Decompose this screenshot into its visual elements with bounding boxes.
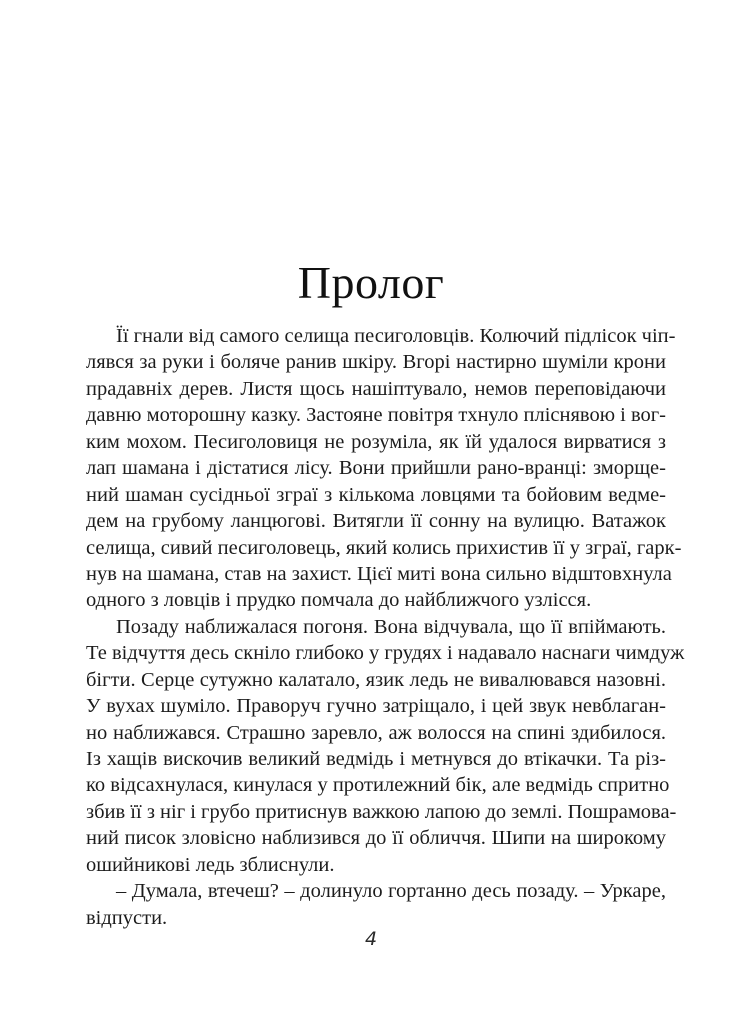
paragraph-2-line-9: ний писок зловісно наблизився до її обличчя. Шипи на широкому — [86, 827, 666, 850]
paragraph-2-line-5: но наближався. Страшно заревло, аж волосся на спині здибилося. — [86, 721, 666, 744]
page-number: 4 — [364, 928, 378, 950]
paragraph-2-line-1: Позаду наближалася погоня. Вона відчувала, що її впіймають. — [116, 615, 666, 638]
paragraph-1-line-2: лявся за руки і боляче ранив шкіру. Вгорі настирно шуміли крони — [86, 351, 666, 374]
paragraph-2-line-4: У вухах шуміло. Праворуч гучно затріщало, і цей звук невблаган- — [86, 695, 666, 718]
paragraph-1-line-6: лап шамана і дістатися лісу. Вони прийшли рано-вранці: зморще- — [86, 457, 666, 480]
paragraph-1-line-10: нув на шамана, став на захист. Цієї миті вона сильно відштовхнула — [86, 562, 672, 585]
paragraph-2-line-8: збив її з ніг і грубо притиснув важкою лапою до землі. Пошрамова- — [86, 800, 677, 823]
paragraph-2-line-6: Із хащів вискочив великий ведмідь і метнувся до втікачки. Та різ- — [86, 748, 666, 770]
paragraph-1-line-8: дем на грубому ланцюгові. Витягли її сонну на вулицю. Ватажок — [86, 510, 666, 533]
paragraph-1-line-1: Її гнали від самого селища песиголовців. Колючий підлісок чіп- — [116, 325, 676, 347]
paragraph-1-line-7: ний шаман сусідньої зграї з кількома ловцями та бойовим ведме- — [86, 483, 666, 506]
paragraph-2-line-2: Те відчуття десь скніло глибоко у грудях і надавало наснаги чимдуж — [86, 642, 685, 665]
paragraph-1-line-4: давню моторошну казку. Застояне повітря тхнуло пліснявою і вог- — [86, 404, 666, 427]
paragraph-1-line-3: прадавніх дерев. Листя щось нашіптувало, немов переповідаючи — [86, 377, 666, 400]
paragraph-2-line-7: ко відсахнулася, кинулася у протилежний бік, але ведмідь спритно — [86, 774, 670, 797]
paragraph-1-line-9: селища, сивий песиголовець, який колись прихистив її у зграї, гарк- — [86, 536, 682, 559]
paragraph-3-line-1: – Думала, втечеш? – долинуло гортанно десь позаду. – Уркаре, — [116, 880, 666, 903]
paragraph-2-line-3: бігти. Серце сутужно калатало, язик ледь не вивалювався назовні. — [86, 668, 666, 691]
paragraph-1-line-11: одного з ловців і прудко помчала до найближчого узлісся. — [86, 589, 592, 612]
paragraph-3-line-2: відпусти. — [86, 906, 168, 929]
body-text — [86, 323, 685, 931]
chapter-title: Пролог — [297, 256, 445, 308]
paragraph-1-line-5: ким мохом. Песиголовиця не розуміла, як їй удалося вирватися з — [86, 430, 666, 453]
paragraph-2-line-10: ошийникові ледь зблиснули. — [86, 853, 335, 876]
